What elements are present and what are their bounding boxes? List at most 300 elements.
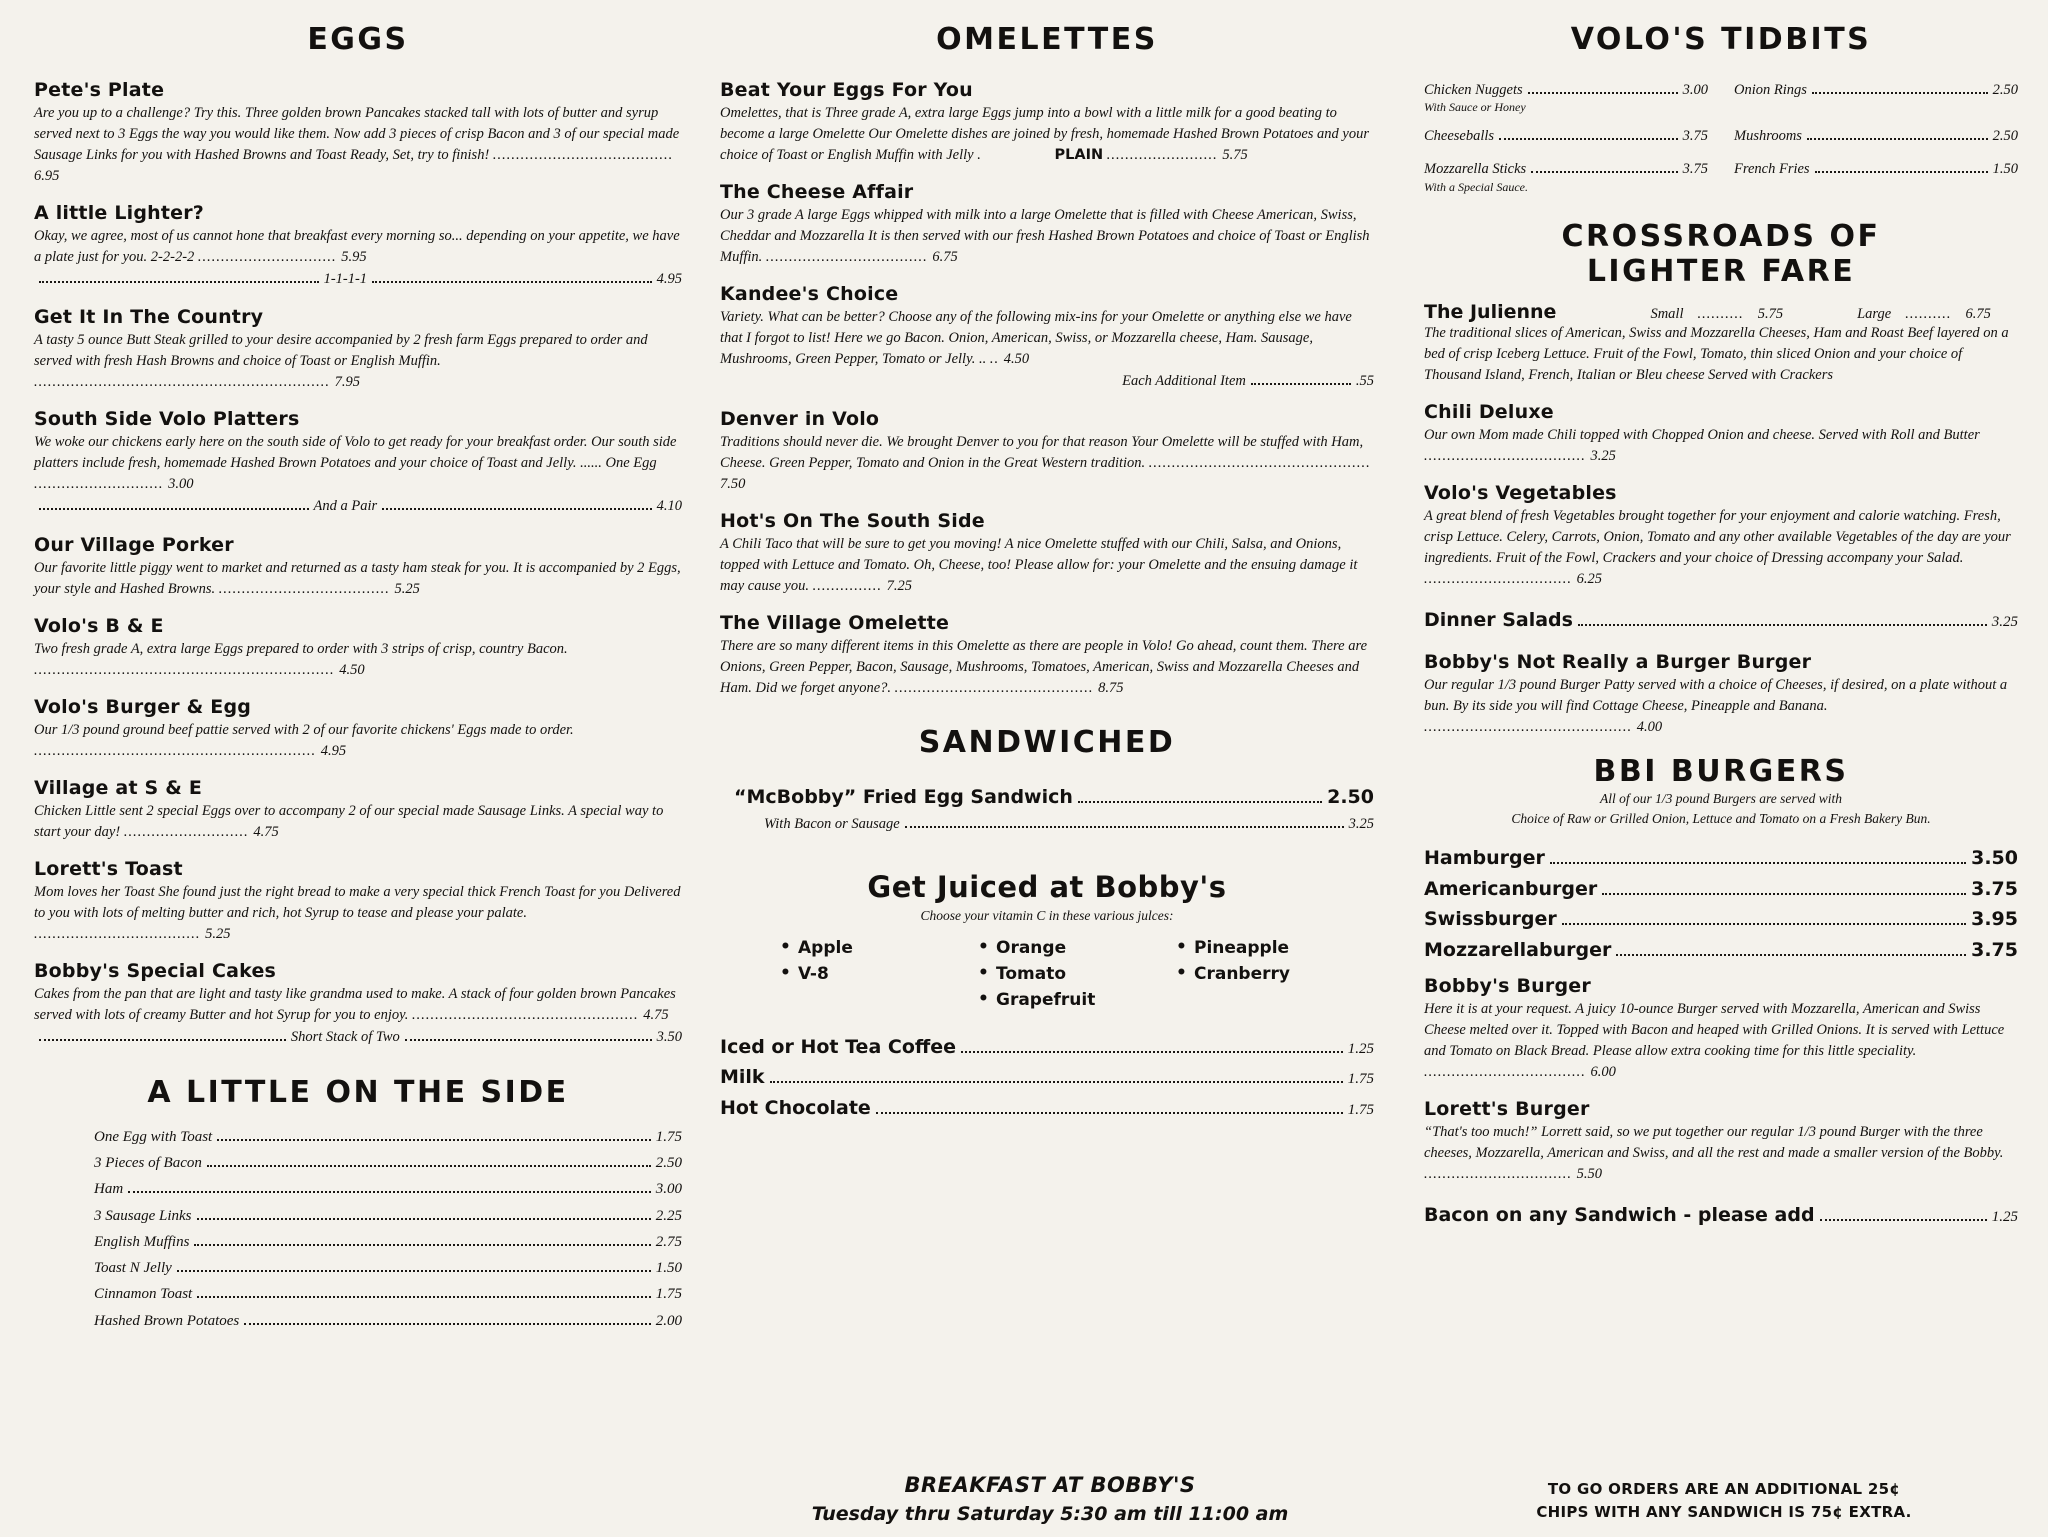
item-variant-row [720,370,1374,393]
burger-label: Hamburger [1424,847,1545,870]
sandwich-row [734,782,1374,812]
side-label: Ham [94,1181,124,1198]
item-description [34,639,682,681]
breakfast-hours: Tuesday thru Saturday 5:30 am till 11:00 am [811,1503,1289,1525]
plain-label: PLAIN [1054,147,1104,164]
side-price: 3.00 [655,1181,682,1198]
leader-dots [770,1081,1343,1083]
leader-dots: .................................... [34,925,206,942]
tidbit-price: 3.75 [1682,128,1708,145]
item-description [720,636,1374,699]
leader-dots: .. [989,351,1004,368]
item-header [1424,301,2018,323]
togo-line2: CHIPS WITH ANY SANDWICH IS 75¢ EXTRA. [1536,1502,1912,1521]
item-price: 3.25 [1590,448,1616,465]
item-description-text: “That's too much!” Lorrett said, so we put together our regular 1/3 pound Burger with the three cheeses, Mozzarella, American and Swiss, and all the rest and made a smaller version of the Bobby. [1424,1124,2004,1162]
variant-label: 1-1-1-1 [323,271,368,288]
item-price: 8.75 [1098,680,1124,697]
leader-dots: ................................................................. [34,661,340,678]
section-title-crossroads [1424,219,2018,290]
juice-label: Grapefruit [996,990,1096,1011]
item-description: The traditional slices of American, Swiss and Mozzarella Cheeses, Ham and Roast Beef layered on a bed of crisp Iceberg Lettuce. Fruit of the Fowl, Tomato, thin sliced Onion and your choice of Thousand Island, French, Italian or Bleu cheese Served with Crackers [1424,325,2009,384]
item-description-text: Traditions should never die. We brought Denver to you for that reason Your Omelette will be stuffed with Ham, Cheese. Green Pepper, Tomato and Onion in the Great Western tradition. [720,434,1364,472]
item-description-text: Here it is at your request. A juicy 10-ounce Burger served with Mozzarella, American and Swiss Cheese melted over it. Topped with Bacon and heaped with Grilled Onions. It is served with Lettuce and Tomato on Black Bread. Please allow extra cooking time for this little speciality. [1424,1000,2005,1060]
item-description [34,801,682,843]
item-name: Village at S & E [34,776,203,799]
juice-item: • Pineapple [1176,938,1374,958]
tidbit-label: French Fries [1734,161,1810,178]
item-name: South Side Volo Platters [34,408,300,431]
column-tidbits-burgers [1400,14,2048,1537]
item-description-text: Our own Mom made Chili topped with Chopped Onion and cheese. Served with Roll and Butter [1424,427,1980,444]
item-name: The Julienne [1424,301,1557,324]
leader-dots [197,1218,651,1220]
juice-item: • Orange [978,938,1176,958]
leader-dots: ........................ [1106,147,1223,164]
variant-price: 3.50 [656,1028,683,1045]
item-description-text: Mom loves her Toast She found just the right bread to make a very special thick French Toast for you Delivered to you with lots of melting butter and rich, hot Syrup to tease and please your palate. [34,883,681,921]
leader-dots: ..................................... [218,580,395,597]
tidbit-item [1424,125,1708,148]
section-title-omelettes: OMELETTES [936,22,1158,57]
tidbit-row [1424,79,1708,102]
menu-item [34,960,682,1049]
leader-dots [1602,893,1966,895]
tidbit-sub: With Sauce or Honey [1424,100,1526,115]
menu-item [720,79,1374,166]
item-name: Get It In The Country [34,306,264,329]
tidbit-price: 2.50 [1992,82,2018,98]
menu-item [1424,605,2018,635]
item-price: 3.00 [168,476,194,493]
item-name: Kandee's Choice [720,283,899,306]
leader-dots: .......... [1905,306,1952,323]
menu-item [34,408,682,518]
list-item [94,1255,682,1281]
juice-item: • Apple [780,938,978,958]
leader-dots: .............................. [197,249,342,266]
side-label: English Muffins [94,1233,190,1250]
drink-label: Iced or Hot Tea Coffee [720,1036,957,1059]
item-name: Volo's B & E [34,614,164,637]
list-item [94,1308,682,1334]
leader-dots: ................................ [1424,571,1577,588]
item-description-text: Two fresh grade A, extra large Eggs prepared to order with 3 strips of crisp, country Bacon. [34,640,568,657]
leader-dots [197,1296,651,1298]
item-description-text: Omelettes, that is Three grade A, extra large Eggs jump into a bowl with a little milk for a good beating to become a large Omelette Our Omelette dishes are joined by fresh, homemade Hashed Brown Potatoes and your choice of Toast or English Muffin with Jelly . [720,105,1370,164]
item-description [720,103,1374,166]
list-item [94,1176,682,1202]
item-description-text: Our favorite little piggy went to market and returned as a tasty ham steak for you. It is accompanied by 2 Eggs, your style and Hashed Browns. [34,559,681,597]
tidbit-price: 3.75 [1682,161,1708,178]
sandwich-variant-row [764,813,1374,836]
item-description-text: Our 1/3 pound ground beef pattie served with 2 of our favorite chickens' Eggs made to order. [34,721,574,738]
item-price: 4.75 [643,1006,669,1023]
menu-item [34,858,682,945]
juice-note: Choose your vitamin C in these various julces: [920,908,1174,924]
item-price: 6.75 [932,249,958,266]
burger-price: 3.50 [1971,847,2018,870]
burger-label: Swissburger [1424,908,1557,931]
item-variant-row [34,495,682,518]
item-price: 5.25 [394,580,420,597]
size-small-label: Small [1650,306,1684,323]
item-price: 5.75 [1222,147,1248,164]
leader-dots: ................................ [1424,1166,1577,1183]
burgers-note-line1: All of our 1/3 pound Burgers are served with [1600,790,1842,806]
item-description [1424,506,2018,590]
size-large-label: Large [1857,306,1892,323]
leader-dots [177,1270,651,1272]
menu-item [34,777,682,843]
leader-dots [217,1139,651,1141]
item-price: 5.50 [1576,1166,1602,1183]
item-description [720,534,1374,597]
leader-dots [1550,862,1966,864]
leader-dots: ............... [812,578,887,595]
breakfast-title: BREAKFAST AT BOBBY'S [904,1473,1196,1497]
list-item [94,1229,682,1255]
menu-item [720,612,1374,699]
togo-footer [1400,1478,2048,1523]
juice-item [978,990,1176,1010]
leader-dots: ................................... [765,249,933,266]
tidbit-label: Onion Rings [1734,82,1807,98]
leader-dots [39,281,319,283]
menu-item [720,181,1374,268]
item-description [34,558,682,600]
drink-row [720,1032,1374,1062]
column-omelettes [700,14,1400,1537]
drink-label: Milk [720,1066,765,1089]
item-description-text: Our 3 grade A large Eggs whipped with milk into a large Omelette that is filled with Cheese American, Swiss, Cheddar and Mozzarella It is then served with our fresh Hashed Brown Potatoes and choice of Toast or English Muffin. [720,207,1370,266]
sandwich-variant-label: With Bacon or Sausage [764,815,900,832]
side-price: 1.75 [655,1128,682,1145]
variant-price: 4.10 [656,498,683,515]
leader-dots [905,826,1344,828]
drink-row [720,1062,1374,1092]
menu-item [1424,401,2018,467]
leader-dots [1251,383,1351,385]
item-description [1424,1122,2018,1185]
tidbit-row [1734,125,2018,148]
item-description-text: Okay, we agree, most of us cannot hone that breakfast every morning so... depending on your appetite, we have a plate just for you. 2-2-2-2 [34,228,680,266]
tidbit-label: Cheeseballs [1424,128,1495,145]
leader-dots [405,1039,652,1041]
burger-row [1424,904,2018,934]
item-name: Denver in Volo [720,408,880,431]
item-description-text: Chicken Little sent 2 special Eggs over to accompany 2 of our special made Sausage Links. A special way to start your day! [34,802,664,840]
item-description-text: A great blend of fresh Vegetables brought together for your enjoyment and calorie watching. Fresh, crisp Lettuce. Celery, Carrots, Onion, Tomato and any other available Vegetables of the day are your ingredients. Fruit of the Fowl, Crackers and your choice of Dressing accompany your Salad. [1424,508,2011,567]
item-price: 7.25 [886,578,912,595]
item-price: 7.95 [334,374,360,391]
tidbit-item [1424,158,1708,194]
leader-dots: ................................... [1424,1064,1591,1081]
menu-item [34,202,682,291]
leader-dots [244,1323,650,1325]
tidbit-item [1734,125,2018,148]
leader-dots [194,1244,650,1246]
item-row [1424,605,2018,635]
burger-price: 3.95 [1971,908,2018,931]
item-price: 4.95 [320,742,347,759]
item-price: 4.50 [339,661,365,678]
tidbit-price: 2.50 [1992,128,2018,145]
tidbit-sub: With a Special Sauce. [1424,179,1528,194]
tidbit-item [1734,158,2018,194]
leader-dots [1820,1219,1987,1221]
item-name: Volo's Vegetables [1424,482,1617,505]
variant-label: Short Stack of Two [290,1028,400,1045]
side-label: 3 Sausage Links [94,1207,192,1224]
drink-price: 1.25 [1347,1041,1374,1058]
item-price: 3.25 [1991,614,2018,631]
item-name: Dinner Salads [1424,609,1573,632]
tidbits-list [1424,79,2018,205]
item-name: A little Lighter? [34,202,205,225]
juice-item: • Cranberry [1176,964,1374,984]
item-description [1424,425,2018,467]
burger-row [1424,874,2018,904]
menu-item [720,283,1374,393]
leader-dots [1562,923,1966,925]
list-item [94,1281,682,1307]
leader-dots [1815,171,1988,173]
variant-price: .55 [1355,373,1374,390]
section-title-sides: A LITTLE ON THE SIDE [147,1074,569,1110]
item-price: 6.00 [1590,1064,1616,1081]
leader-dots: ............................................................. [34,742,321,759]
side-price: 2.00 [655,1312,682,1329]
juice-list [780,938,1374,1010]
leader-dots [1078,801,1322,803]
drink-price: 1.75 [1347,1101,1374,1118]
item-variant-row [34,1026,682,1049]
menu-item [34,79,682,187]
crossroads-line1: CROSSROADS OF [1561,218,1881,254]
item-description [34,882,682,945]
side-label: Hashed Brown Potatoes [94,1312,240,1329]
item-name: Chili Deluxe [1424,401,1554,424]
variant-label: Each Additional Item [1122,373,1246,390]
menu-item [34,615,682,681]
section-title-juices: Get Juiced at Bobby's [867,870,1227,905]
drink-row [720,1093,1374,1123]
menu-item [1424,975,2018,1083]
leader-dots [961,1051,1343,1053]
togo-line1: TO GO ORDERS ARE AN ADDITIONAL 25¢ [1547,1480,1901,1498]
leader-dots [382,508,652,510]
menu-item [720,408,1374,495]
crossroads-line2: LIGHTER FARE [1586,253,1856,289]
leader-dots: ................................................................ [34,374,335,391]
variant-label: And a Pair [313,498,378,515]
leader-dots: .......... [1697,306,1744,323]
menu-item [1424,651,2018,738]
tidbit-row [1424,158,1708,181]
leader-dots: ............................ [34,476,169,493]
leader-dots [1807,138,1988,140]
menu-item [34,696,682,762]
tidbit-label: Mushrooms [1734,128,1802,145]
sandwich-label: “McBobby” Fried Egg Sandwich [734,786,1073,809]
juice-item: • Tomato [978,964,1176,984]
leader-dots [39,508,309,510]
item-description-text: Are you up to a challenge? Try this. Three golden brown Pancakes stacked tall with lots of butter and syrup served next to 3 Eggs the way you would like them. Now add 3 pieces of crisp Bacon and 3 of our special made Sausage Links for you with Hashed Browns and Toast Ready, Set, try to finish! [34,105,680,164]
side-price: 1.75 [655,1286,682,1303]
side-price: 1.50 [655,1260,682,1277]
section-title-eggs: EGGS [307,22,409,57]
menu-item [720,510,1374,597]
sandwich-variant-price: 3.25 [1348,815,1374,832]
item-price: 5.25 [205,925,231,942]
item-description-text: Variety. What can be better? Choose any of the following mix-ins for your Omelette or anything else we have that I forgot to list! Here we go Bacon. Onion, American, Swiss, or Mozzarella cheese, Ham. Sausage, Mushrooms, Green Pepper, Tomato or Jelly. .. [720,309,1352,368]
item-name: The Cheese Affair [720,181,914,204]
sandwich-price: 2.50 [1327,786,1374,809]
menu-item [34,306,682,393]
item-name: Beat Your Eggs For You [720,79,973,101]
item-description-text: A Chili Taco that will be sure to get you moving! A nice Omelette stuffed with our Chili, Salsa, and Onions, topped with Lettuce and Tomato. Oh, Cheese, too! Please allow for: your Omelette and the ensuing damage it may cause you. [720,536,1358,595]
section-title-burgers: BBI BURGERS [1593,753,1849,789]
tidbit-row [1424,125,1708,148]
item-price: 5.95 [341,249,367,266]
item-variant-row [34,268,682,291]
item-name: The Village Omelette [720,612,950,635]
item-description [34,720,682,762]
tidbit-price: 1.50 [1992,161,2018,178]
leader-dots [1616,954,1966,956]
item-description [720,432,1374,495]
bacon-add-price: 1.25 [1991,1209,2018,1226]
item-description-text: Our regular 1/3 pound Burger Patty served with a choice of Cheeses, if desired, on a plate without a bun. By its side you will find Cottage Cheese, Pineapple and Banana. [1424,676,2008,714]
leader-dots: ........................... [123,823,254,840]
item-description [34,330,682,393]
item-description-text: There are so many different items in this Omelette as there are people in Volo! Go ahead, count them. There are Onions, Green Pepper, Bacon, Sausage, Mushrooms, Tomatoes, American, Swiss and Mozzarella Cheeses and Ham. Did we forget anyone?. [720,638,1368,697]
burger-row [1424,843,2018,873]
item-price: 6.95 [34,168,60,185]
tidbit-row [1734,79,2018,102]
item-description [34,984,682,1026]
item-price: 4.50 [1003,351,1030,368]
side-items-list [94,1124,682,1334]
item-price: 7.50 [720,476,746,493]
list-item [94,1150,682,1176]
side-label: Toast N Jelly [94,1260,172,1277]
leader-dots [1499,138,1678,140]
item-price: 4.00 [1636,718,1663,735]
item-description [720,205,1374,268]
tidbit-label: Chicken Nuggets [1424,82,1523,98]
breakfast-hours-footer [700,1473,1400,1525]
section-title-sandwiched: SANDWICHED [918,725,1176,761]
item-name: Bobby's Special Cakes [34,959,277,982]
side-label: Cinnamon Toast [94,1286,193,1303]
menu-item [1424,1098,2018,1185]
item-name: Pete's Plate [34,79,165,101]
burgers-note [1424,789,2018,830]
bacon-add-row [1424,1200,2018,1230]
list-item [94,1203,682,1229]
item-name: Bobby's Burger [1424,974,1591,997]
leader-dots [128,1191,651,1193]
item-name: Bobby's Not Really a Burger Burger [1424,650,1812,673]
leader-dots [1578,624,1987,626]
item-price: 6.25 [1576,571,1602,588]
item-description-text: We woke our chickens early here on the south side of Volo to get ready for your breakfast order. Our south side platters include fresh, homemade Hashed Brown Potatoes and your choice of Toast and Jelly. ...... One Egg [34,434,677,472]
size-large-price: 6.75 [1965,306,1991,323]
menu-item [1424,301,2018,386]
burger-label: Americanburger [1424,877,1598,900]
item-name: Our Village Porker [34,533,234,556]
item-price: 4.75 [253,823,279,840]
item-description [1424,999,2018,1083]
leader-dots [372,281,652,283]
tidbit-item [1734,79,2018,115]
item-description [34,432,682,495]
tidbit-item [1424,79,1708,115]
item-name: Volo's Burger & Egg [34,695,252,718]
list-item [94,1124,682,1150]
column-eggs [0,14,700,1537]
tidbit-row [1734,158,2018,181]
side-price: 2.50 [655,1155,682,1172]
side-price: 2.25 [655,1207,682,1224]
bacon-add-label: Bacon on any Sandwich - please add [1424,1204,1815,1227]
item-name: Hot's On The South Side [720,510,985,533]
item-description [34,226,682,268]
burger-price: 3.75 [1971,938,2018,961]
item-description [34,103,682,187]
tidbit-label: Mozzarella Sticks [1424,161,1527,178]
item-name: Lorett's Burger [1424,1098,1590,1121]
leader-dots [1531,171,1677,173]
drink-label: Hot Chocolate [720,1096,871,1119]
burger-price: 3.75 [1971,877,2018,900]
burger-label: Mozzarellaburger [1424,938,1612,961]
leader-dots [1812,92,1988,94]
item-description-text: Cakes from the pan that are light and tasty like grandma used to make. A stack of four golden brown Pancakes served with lots of creamy Butter and hot Syrup for you to enjoy. [34,985,676,1023]
leader-dots: ................................................. [412,1006,644,1023]
drinks-list [720,1032,1374,1123]
drink-price: 1.75 [1347,1071,1374,1088]
side-label: 3 Pieces of Bacon [94,1155,202,1172]
variant-price: 4.95 [656,271,682,288]
leader-dots [1528,92,1678,94]
side-price: 2.75 [655,1233,682,1250]
leader-dots: ............................................. [1424,718,1637,735]
leader-dots [876,1112,1343,1114]
leader-dots [207,1165,651,1167]
size-small-price: 5.75 [1757,306,1784,323]
item-description [1424,675,2018,738]
leader-dots: ................................... [1424,448,1591,465]
burger-row [1424,935,2018,965]
juice-item: • V-8 [780,964,978,984]
burgers-note-line2: Choice of Raw or Grilled Onion, Lettuce and Tomato on a Fresh Bakery Bun. [1511,811,1931,827]
item-description [720,307,1374,370]
section-title-tidbits: VOLO'S TIDBITS [1570,22,1872,57]
menu-item [34,534,682,600]
item-description-text: A tasty 5 ounce Butt Steak grilled to your desire accompanied by 2 fresh farm Eggs prepared to order and served with fresh Hash Browns and choice of Toast or English Muffin. [34,332,648,370]
item-name: Lorett's Toast [34,857,183,880]
side-label: One Egg with Toast [94,1128,213,1145]
leader-dots: ................................................ [1148,455,1371,472]
menu-item [1424,482,2018,590]
tidbit-price: 3.00 [1682,82,1708,98]
leader-dots [39,1039,286,1041]
leader-dots: ....................................... [492,147,674,164]
leader-dots: ........................................... [894,680,1099,697]
